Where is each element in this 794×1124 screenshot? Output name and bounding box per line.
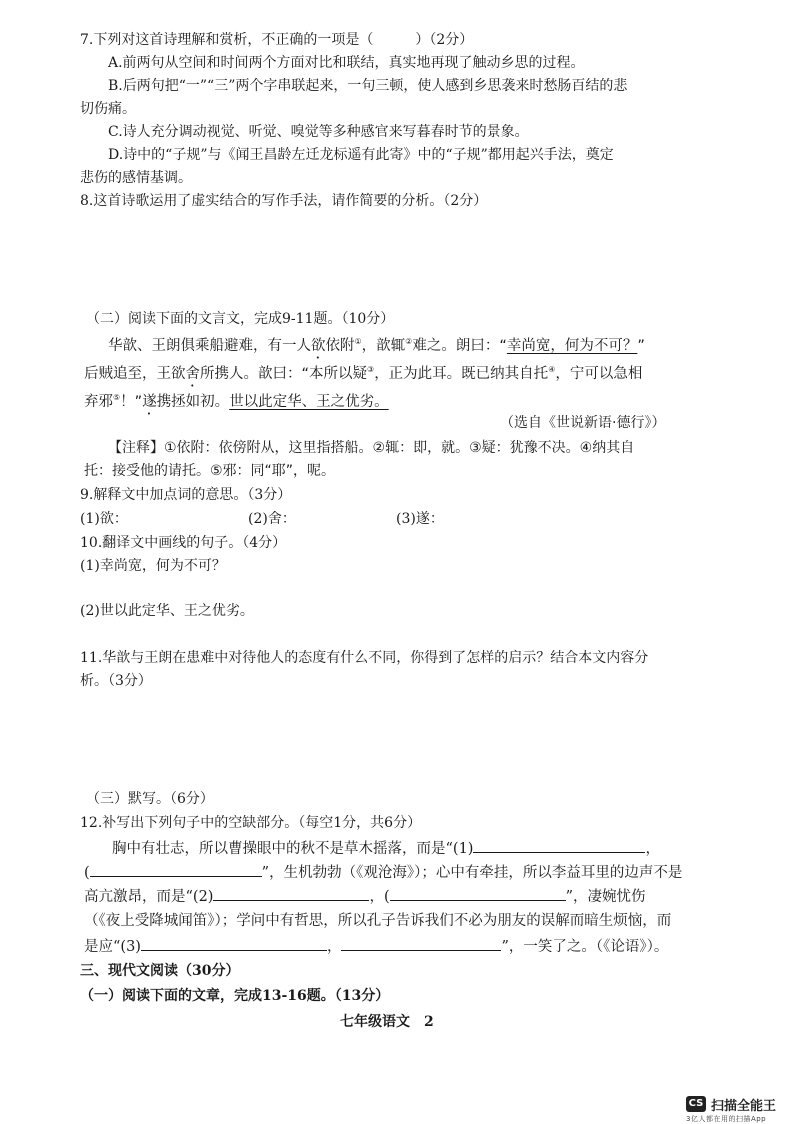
blank-1b[interactable] <box>90 862 262 877</box>
q12-line-5: 是应“(3) ， ”，一笑了之。（《论语》）。 <box>84 936 668 957</box>
blank-3a[interactable] <box>141 936 327 951</box>
dotted-word-sui: 遂 <box>142 393 157 410</box>
part3-heading: 三、现代文阅读（30分） <box>80 963 240 979</box>
section2-heading: （二）阅读下面的文言文，完成9-11题。（10分） <box>86 311 395 327</box>
watermark-tagline: 3亿人都在用的扫描App <box>686 1115 767 1123</box>
q12-line-3: 高亢激昂，而是“(2) ，( ”，凄婉忧伤 <box>84 886 646 907</box>
camscanner-logo-icon: CS <box>686 1096 706 1112</box>
q7-option-b-line1: B.后两句把“一”“三”两个字串联起来，一句三顿，使人感到乡思袭来时愁肠百结的悲 <box>108 78 628 94</box>
q11-line-2: 析。（3分） <box>80 673 152 689</box>
q7-option-a: A.前两句从空间和时间两个方面对比和联结，真实地再现了触动乡思的过程。 <box>108 55 585 71</box>
q8-stem: 8.这首诗歌运用了虚实结合的写作手法，请作简要的分析。（2分） <box>80 193 488 209</box>
q9-item-3: (3)遂： <box>396 511 444 527</box>
q9-item-1: (1)欲： <box>80 511 128 527</box>
dotted-word-she: 舍 <box>185 365 200 382</box>
annotation-line-2: 托：接受他的请托。⑤邪：同“耶”，呢。 <box>84 463 336 479</box>
section3-heading: （三）默写。（6分） <box>86 791 214 807</box>
q7-option-c: C.诗人充分调动视觉、听觉、嗅觉等多种感官来写暮春时节的景象。 <box>108 124 529 140</box>
part3-subheading: （一）阅读下面的文章，完成13-16题。（13分） <box>80 988 390 1004</box>
q10-item-2: (2)世以此定华、王之优劣。 <box>80 603 254 619</box>
blank-2b[interactable] <box>390 886 566 901</box>
q12-line-2: ( ”，生机勃勃（《观沧海》）；心中有牵挂，所以李益耳里的边声不是 <box>84 862 682 883</box>
q10-item-1: (1)幸尚宽，何为不可？ <box>80 558 226 574</box>
q7-option-d-line1: D.诗中的“子规”与《闻王昌龄左迁龙标遥有此寄》中的“子规”都用起兴手法，奠定 <box>108 147 614 163</box>
blank-2a[interactable] <box>213 886 369 901</box>
q9-item-2: (2)舍： <box>248 511 296 527</box>
blank-3b[interactable] <box>341 936 501 951</box>
footer-page-number: 2 <box>424 1014 434 1030</box>
q7-stem: 7.下列对这首诗理解和赏析，不正确的一项是（ ）（2分） <box>80 32 474 48</box>
q7-option-b-line2: 切伤痛。 <box>80 101 136 117</box>
q9-stem: 9.解释文中加点词的意思。（3分） <box>80 487 292 503</box>
blank-1a[interactable] <box>473 838 645 853</box>
annotation-line-1: 【注释】①依附：依傍附从，这里指搭船。②辄：即，就。③疑：犹豫不决。④纳其自 <box>108 440 635 456</box>
q12-line-4: （《夜上受降城闻笛》）；学问中有哲思，所以孔子告诉我们不必为朋友的误解而暗生烦恼，而 <box>84 913 672 929</box>
q12-stem: 12.补写出下列句子中的空缺部分。（每空1分，共6分） <box>80 815 422 831</box>
watermark-app-name: 扫描全能王 <box>711 1099 777 1114</box>
q10-stem: 10.翻译文中画线的句子。（4分） <box>80 535 287 551</box>
passage-source: （选自《世说新语·德行》） <box>500 415 666 431</box>
passage-line-2: 后贼追至，王欲舍所携人。歆曰：“本所以疑③，正为此耳。既已纳其自托④，宁可以急相 <box>84 365 643 382</box>
q7-option-d-line2: 悲伤的感情基调。 <box>80 170 192 186</box>
passage-line-1: 华歆、王朗俱乘船避难，有一人欲依附①，歆辄②难之。朗曰：“幸尚宽，何为不可？” <box>108 337 645 354</box>
underlined-sentence-2: 世以此定华、王之优劣。 <box>229 393 389 410</box>
footer-subject: 七年级语文 <box>340 1014 410 1030</box>
underlined-sentence-1: 幸尚宽，何为不可？ <box>506 337 638 354</box>
q11-line-1: 11.华歆与王朗在患难中对待他人的态度有什么不同，你得到了怎样的启示？结合本文内容分 <box>80 650 649 666</box>
q12-line-1: 胸中有壮志，所以曹操眼中的秋不是草木摇落，而是“(1) ， <box>112 838 660 859</box>
dotted-word-yu: 欲 <box>311 337 326 354</box>
passage-line-3: 弃邪⑤！”遂携拯如初。世以此定华、王之优劣。 <box>84 393 389 410</box>
